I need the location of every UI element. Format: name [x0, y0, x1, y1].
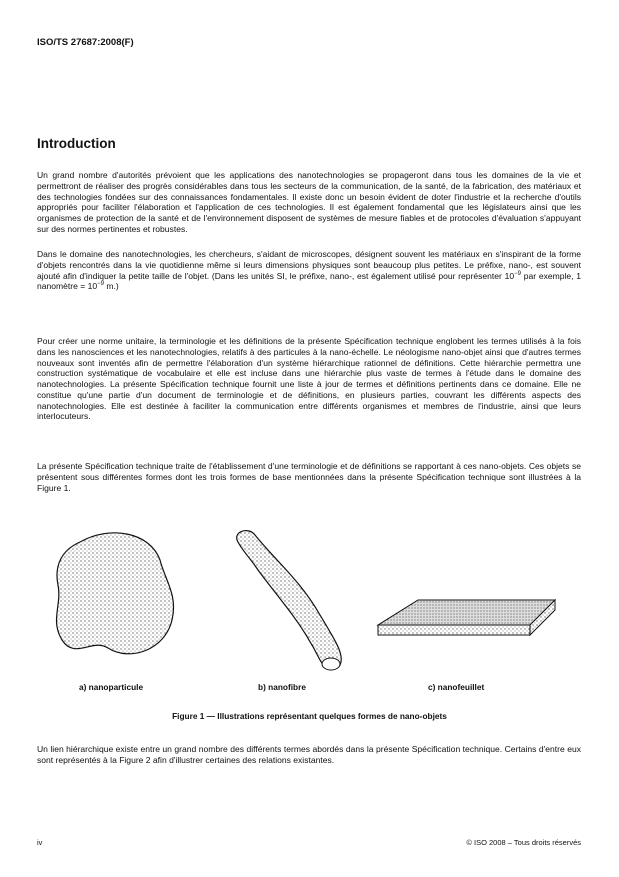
paragraph-text: par exemple, 1 nanomètre = 10 [37, 270, 581, 292]
caption-nanosheet: c) nanofeuillet [428, 682, 485, 692]
paragraph: Un lien hiérarchique existe entre un grand nombre des différents termes abordés dans la présente Spécification technique. Certains d'entre eux sont représentés à la Figure 2 afin d'illustrer certaines des relations existantes. [37, 744, 581, 765]
document-id: ISO/TS 27687:2008(F) [37, 37, 134, 48]
paragraph-text: m.) [103, 281, 119, 292]
nanofibre-illustration [237, 531, 342, 670]
paragraph: Pour créer une norme unitaire, la terminologie et les définitions de la présente Spécification technique englobent les termes utilisés à la fois dans les nanosciences et les nanotechnologies, relatifs à des particules à la nano-échelle. Le néologisme nano-objet ainsi que d'autres termes nouveaux sont inventés afin de permettre l'élaboration d'un système hiérarchique rationnel de définitions. Cette hiérarchie permettra une construction systématique de vocabulaire et elle est incluse dans une hiérarchie plus vaste de termes à l'étude dans le domaine des nanotechnologies. La présente Spécification technique fournit une liste à jour de termes et définitions pertinents dans ce domaine. Elle ne constitue qu'une partie d'un document de terminologie et de définitions, en plusieurs parties, couvrant les différents aspects des nanotechnologies. Elle est destinée à faciliter la communication entre différents organismes et membres de l'industrie, ainsi que leurs interlocuteurs. [37, 336, 581, 422]
figure-title: Figure 1 — Illustrations représentant quelques formes de nano-objets [172, 711, 447, 721]
copyright: © ISO 2008 – Tous droits réservés [466, 838, 581, 847]
paragraph: Un grand nombre d'autorités prévoient que les applications des nanotechnologies se propageront dans tous les domaines de la vie et permettront de réaliser des progrès considérables dans tous les secteurs de la communication, de la santé, de la fabrication, des matériaux et des technologies fondées sur des connaissances fondamentales. Il existe donc un besoin évident de doter l'industrie et la recherche d'outils appropriés pour faciliter l'élaboration et l'application de ces technologies. Il est également fondamental que les législateurs ainsi que les organismes de protection de la santé et de l'environnement disposent de systèmes de mesure fiables et de protocoles d'évaluation s'appuyant sur des normes pertinentes et robustes. [37, 170, 581, 234]
paragraph: La présente Spécification technique traite de l'établissement d'une terminologie et de définitions se rapportant à ces nano-objets. Ces objets se présentent sous différentes formes dont les trois formes de base mentionnées dans la présente Spécification technique sont illustrées à la Figure 1. [37, 461, 581, 493]
paragraph-text: Dans le domaine des nanotechnologies, les chercheurs, s'aidant de microscopes, désignent souvent les matériaux en s'inspirant de la forme d'objets rencontrés dans la vie quotidienne même si leurs dimensions physiques sont beaucoup plus petites. Le préfixe, nano-, est souvent ajouté afin d'indiquer la petite taille de l'objet. (Dans les unités SI, le préfixe, nano-, est également utilisé pour représenter 10 [37, 249, 581, 281]
nanoparticle-illustration [57, 533, 174, 654]
caption-nanofibre: b) nanofibre [258, 682, 306, 692]
exponent: −9 [514, 270, 521, 277]
section-title: Introduction [37, 136, 116, 151]
exponent: −9 [97, 281, 104, 288]
page-number: iv [37, 838, 43, 847]
figure-illustrations [0, 520, 619, 680]
nanosheet-illustration [378, 600, 555, 635]
paragraph [37, 249, 581, 292]
caption-nanoparticle: a) nanoparticule [79, 682, 144, 692]
